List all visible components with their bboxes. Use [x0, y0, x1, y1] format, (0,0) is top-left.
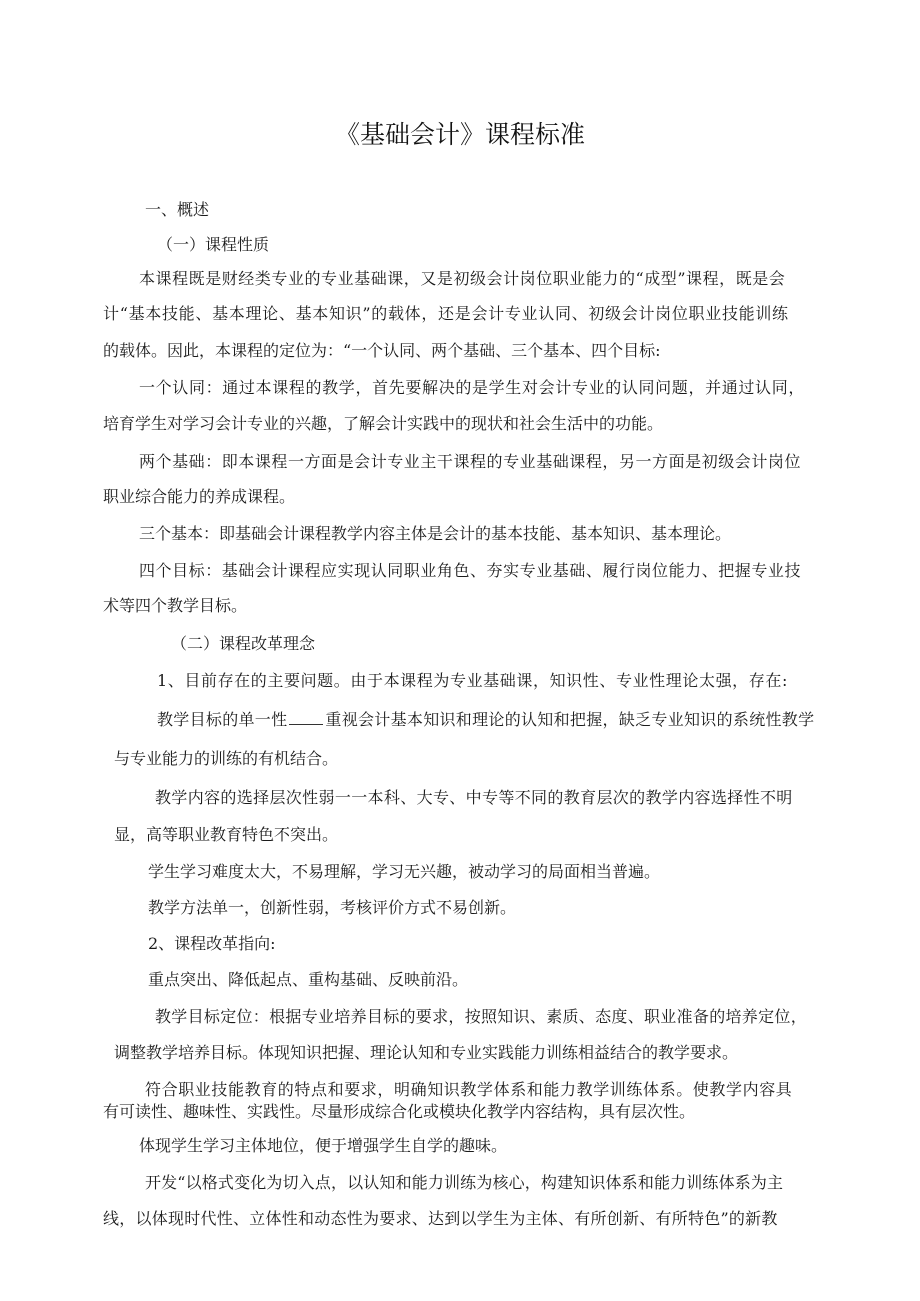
paragraph-line: 术等四个教学目标。 [103, 596, 248, 615]
paragraph-line: 职业综合能力的养成课程。 [103, 487, 296, 506]
paragraph-line: 学生学习难度太大，不易理解，学习无兴趣，被动学习的局面相当普遍。 [148, 862, 661, 881]
paragraph-line: 的载体。因此，本课程的定位为：“一个认同、两个基础、三个基本、四个目标: [103, 341, 661, 360]
paragraph-line: 计“基本技能、基本理论、基本知识”的载体，还是会计专业认同、初级会计岗位职业技能训练 [103, 304, 789, 323]
paragraph-line: 线，以体现时代性、立体性和动态性为要求、达到以学生为主体、有所创新、有所特色”的新教 [103, 1209, 778, 1228]
paragraph-line: 2、课程改革指向: [148, 934, 276, 953]
paragraph-line: 两个基础：即本课程一方面是会计专业主干课程的专业基础课程，另一方面是初级会计岗位 [139, 452, 802, 471]
paragraph-line: 教学目标定位：根据专业培养目标的要求，按照知识、素质、态度、职业准备的培养定位， [155, 1007, 808, 1026]
paragraph-line: 四个目标：基础会计课程应实现认同职业角色、夯实专业基础、履行岗位能力、把握专业技 [139, 561, 802, 580]
text-segment: 教学目标的单一性 [157, 710, 288, 729]
paragraph-line: 体现学生学习主体地位，便于增强学生自学的趣味。 [139, 1136, 508, 1155]
fill-in-blank [289, 710, 323, 725]
paragraph-line [157, 709, 814, 731]
paragraph-line: 显，高等职业教育特色不突出。 [114, 825, 339, 844]
paragraph-line: 本课程既是财经类专业的专业基础课，又是初级会计岗位职业能力的“成型”课程，既是会 [139, 269, 786, 288]
paragraph-line: 重点突出、降低起点、重构基础、反映前沿。 [148, 970, 469, 989]
paragraph-line: 培育学生对学习会计专业的兴趣，了解会计实践中的现状和社会生活中的功能。 [103, 414, 664, 433]
paragraph-line: 教学内容的选择层次性弱一一本科、大专、中专等不同的教育层次的教学内容选择性不明 [155, 788, 793, 807]
paragraph-line: 三个基本：即基础会计课程教学内容主体是会计的基本技能、基本知识、基本理论。 [139, 524, 732, 543]
paragraph-line: 与专业能力的训练的有机结合。 [114, 749, 339, 768]
paragraph-line: 有可读性、趣味性、实践性。尽量形成综合化或模块化教学内容结构，具有层次性。 [103, 1102, 696, 1121]
document-title: 《基础会计》课程标准 [334, 120, 585, 149]
paragraph-line: 1、目前存在的主要问题。由于本课程为专业基础课，知识性、专业性理论太强，存在: [157, 671, 788, 690]
paragraph-line: 教学方法单一，创新性弱，考核评价方式不易创新。 [148, 898, 517, 917]
paragraph-line: 符合职业技能教育的特点和要求，明确知识教学体系和能力教学训练体系。使教学内容具 [145, 1080, 793, 1099]
text-segment: 重视会计基本知识和理论的认知和把握，缺乏专业知识的系统性教学 [325, 710, 815, 729]
section-heading: 一、概述 [145, 200, 210, 219]
paragraph-line: 一个认同：通过本课程的教学，首先要解决的是学生对会计专业的认同问题，并通过认同， [139, 378, 806, 397]
paragraph-line: 调整教学培养目标。体现知识把握、理论认知和专业实践能力训练相益结合的教学要求。 [114, 1043, 739, 1062]
subsection-heading: （一）课程性质 [157, 235, 270, 254]
subsection-heading: （二）课程改革理念 [171, 634, 316, 653]
paragraph-line: 开发“以格式变化为切入点，以认知和能力训练为核心，构建知识体系和能力训练体系为主 [145, 1173, 784, 1192]
